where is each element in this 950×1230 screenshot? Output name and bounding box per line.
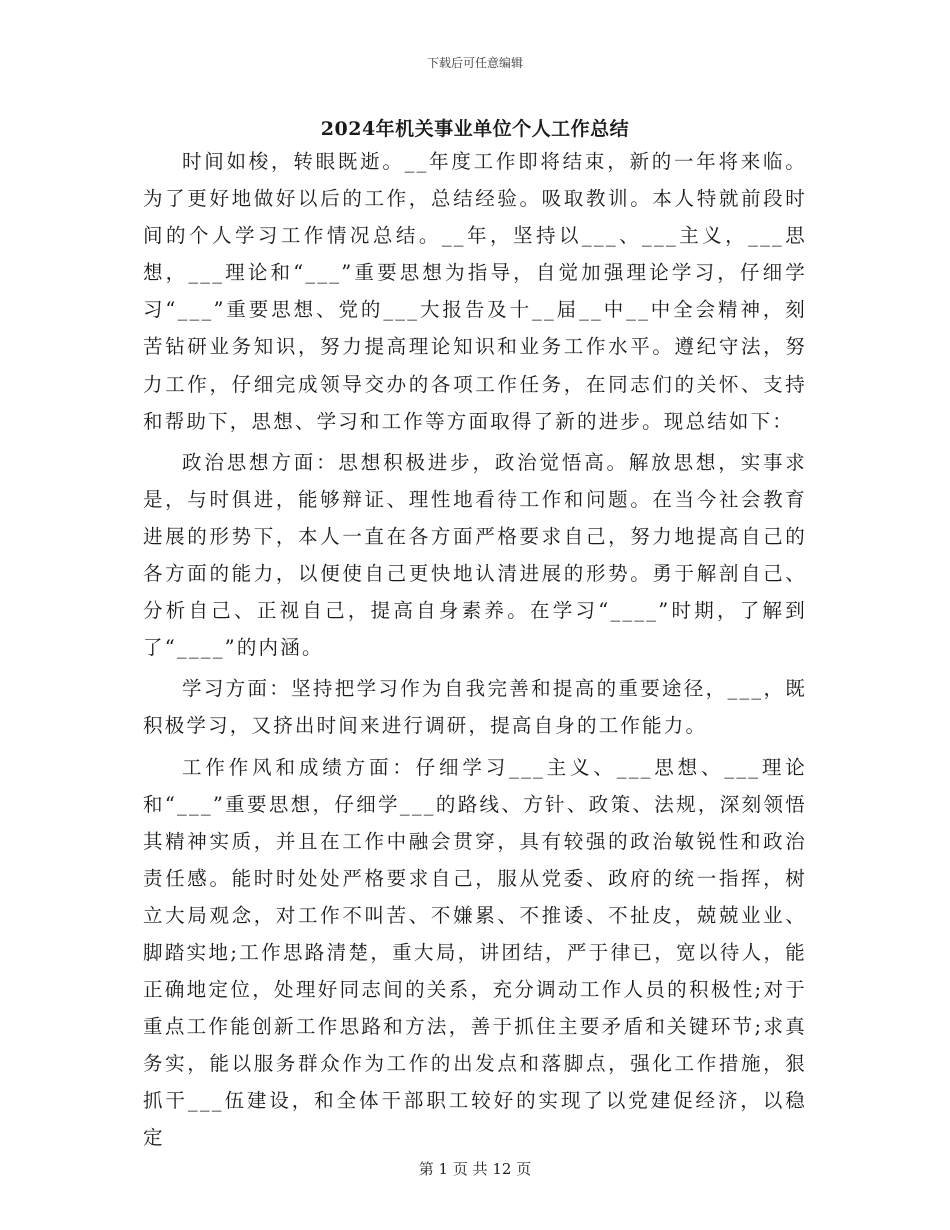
document-title: 2024年机关事业单位个人工作总结 xyxy=(320,118,630,140)
document-body xyxy=(143,143,807,1161)
page-number: 第 1 页 共 12 页 xyxy=(418,1160,532,1178)
paragraph-study: 学习方面：坚持把学习作为自我完善和提高的重要途径，___，既积极学习，又挤出时间来进行调研，提高自身的工作能力。 xyxy=(143,677,807,738)
paragraph-work-style: 工作作风和成绩方面：仔细学习___主义、___思想、___理论和“___”重要思想，仔细学___的路线、方针、政策、法规，深刻领悟其精神实质，并且在工作中融会贯穿，具有较强的政治敏锐性和政治责任感。能时时处处严格要求自己，服从党委、政府的统一指挥，树立大局观念，对工作不叫苦、不嫌累、不推诿、不扯皮，兢兢业业、脚踏实地;工作思路清楚，重大局，讲团结，严于律已，宽以待人，能正确地定位，处理好同志间的关系，充分调动工作人员的积极性;对于重点工作能创新工作思路和方法，善于抓住主要矛盾和关键环节;求真务实，能以服务群众作为工作的出发点和落脚点，强化工作措施，狠抓干___伍建设，和全体干部职工较好的实现了以党建促经济，以稳定 xyxy=(143,755,807,1150)
page-header-note: 下载后可任意编辑 xyxy=(426,56,523,70)
paragraph-intro: 时间如梭，转眼既逝。__年度工作即将结束，新的一年将来临。为了更好地做好以后的工作，总结经验。吸取教训。本人特就前段时间的个人学习工作情况总结。__年，坚持以___、___主义，___思想，___理论和“___”重要思想为指导，自觉加强理论学习，仔细学习“___”重要思想、党的___大报告及十__届__中__中全会精神，刻苦钻研业务知识，努力提高理论知识和业务工作水平。遵纪守法，努力工作，仔细完成领导交办的各项工作任务，在同志们的关怀、支持和帮助下，思想、学习和工作等方面取得了新的进步。现总结如下： xyxy=(143,150,807,433)
paragraph-political: 政治思想方面：思想积极进步，政治觉悟高。解放思想，实事求是，与时俱进，能够辩证、理性地看待工作和问题。在当今社会教育进展的形势下，本人一直在各方面严格要求自己，努力地提高自己的各方面的能力，以便使自己更快地认清进展的形势。勇于解剖自己、分析自己、正视自己，提高自身素养。在学习“____”时期，了解到了“____”的内涵。 xyxy=(143,450,807,660)
